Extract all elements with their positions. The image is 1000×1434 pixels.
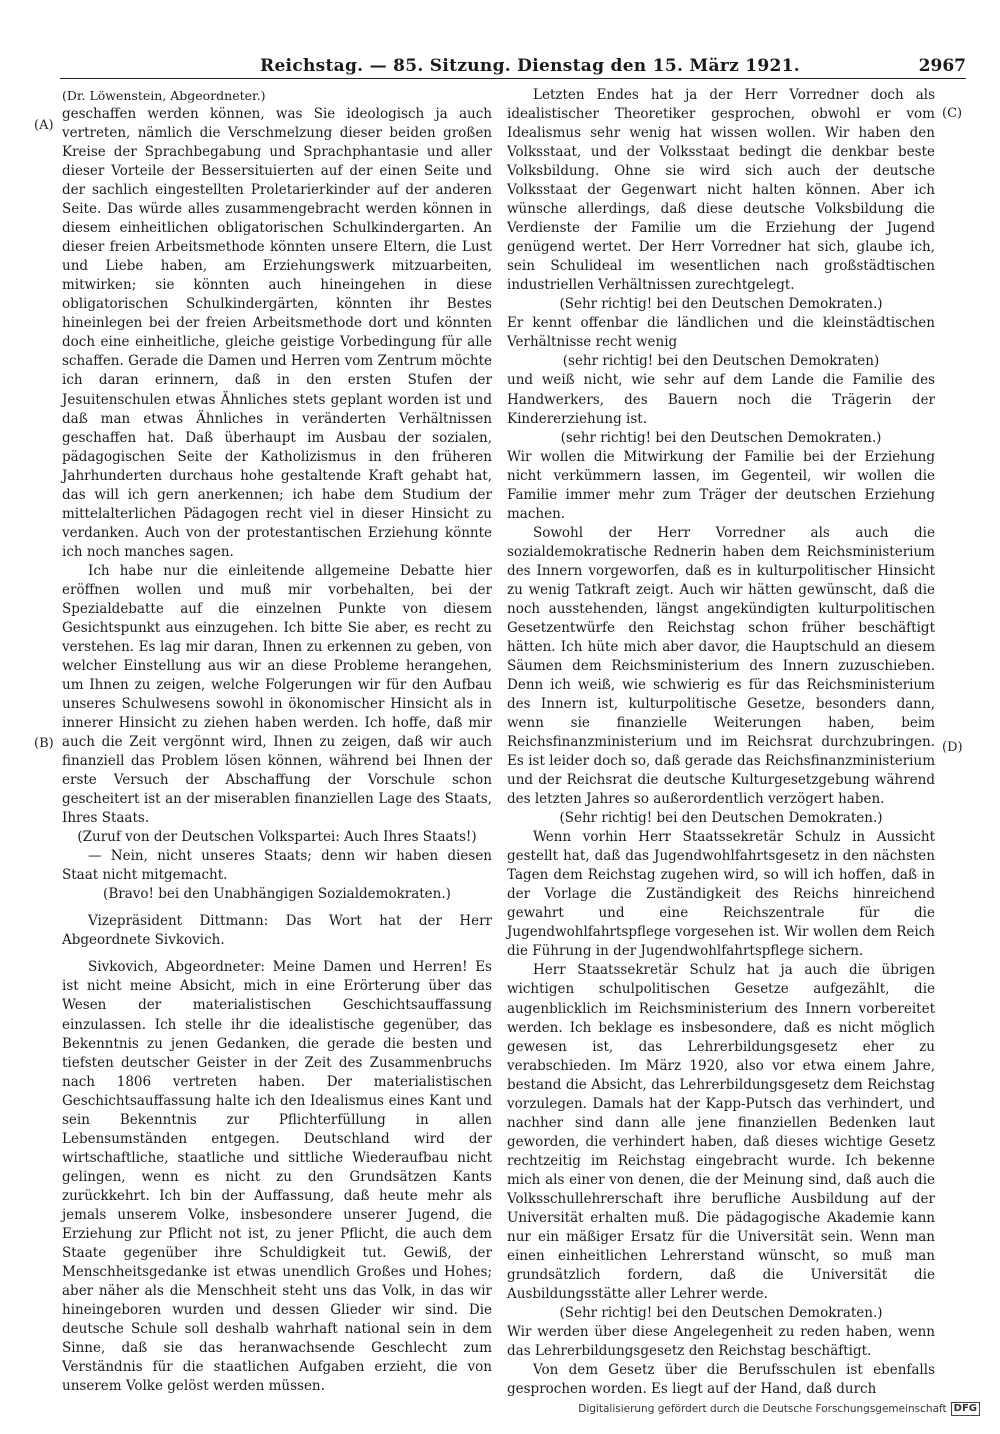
paragraph: und weiß nicht, wie sehr auf dem Lande die Familie des Handwerkers, des Bauern noch die Trägerin der Kindererziehung ist. bbox=[507, 372, 935, 427]
interjection: (Zuruf von der Deutschen Volkspartei: Auch Ihres Staats!) bbox=[77, 829, 477, 846]
paragraph: Von dem Gesetz über die Berufsschulen ist ebenfalls gesprochen worden. Es liegt auf der Hand, daß durch bbox=[507, 1362, 935, 1398]
interjection: (sehr richtig! bei den Deutschen Demokraten.) bbox=[560, 429, 882, 446]
interjection: (Sehr richtig! bei den Deutschen Demokraten.) bbox=[559, 1305, 883, 1321]
interjection: (Bravo! bei den Unabhängigen Sozialdemokraten.) bbox=[103, 886, 451, 903]
interjection: (Sehr richtig! bei den Deutschen Demokraten.) bbox=[559, 810, 883, 827]
paragraph: Wir werden über diese Angelegenheit zu reden haben, wenn das Lehrerbildungsgesetz den Reichstag beschäftigt. bbox=[507, 1324, 935, 1360]
margin-mark-d: (D) bbox=[942, 740, 963, 755]
page-number: 2967 bbox=[918, 56, 966, 76]
paragraph: — Nein, nicht unseres Staats; denn wir haben diesen Staat nicht mitgemacht. bbox=[62, 848, 492, 884]
margin-mark-a: (A) bbox=[34, 118, 54, 133]
chair-announcement: Vizepräsident Dittmann: Das Wort hat der Herr Abgeordnete Sivkovich. bbox=[62, 913, 492, 949]
paragraph: Letzten Endes hat ja der Herr Vorredner doch als idealistischer Theoretiker gesprochen, obwohl er vom Idealismus sehr wenig hat wissen wollen. Wir haben den Volksstaat, und der Volksstaat bedingt die denkbar beste Volksbildung. Ohne sie wird sich auch der deutsche Volksstaat der Gegenwart nicht halten können. Aber ich wünsche allerdings, daß diese deutsche Volksbildung die Verdienste der Familie um die Erziehung der Jugend genügend wertet. Der Herr Vorredner hat sich, glaube ich, sein Schulideal im wesentlichen nach großstädtischen industriellen Verhältnissen zurechtgelegt. bbox=[507, 87, 935, 294]
interjection: (Sehr richtig! bei den Deutschen Demokraten.) bbox=[559, 296, 883, 313]
paragraph: Herr Staatssekretär Schulz hat ja auch die übrigen wichtigen schulpolitischen Gesetze aufgezählt, die augenblicklich im Reichsministerium des Innern vorbereitet werden. Ich beklage es insbesondere, daß es nicht möglich gewesen ist, das Lehrerbildungsgesetz eher zu verabschieden. Im März 1920, also vor etwa einem Jahre, bestand die Absicht, das Lehrerbildungsgesetz dem Reichstag vorzulegen. Damals hat der Kapp-Putsch das verhindert, und nachher sind dann alle jene finanziellen Bedenken laut geworden, die verhindert haben, daß dieses wichtige Gesetz rechtzeitig im Reichstag eingebracht wurde. Ich bekenne mich als einer von denen, die der Meinung sind, daß auch die Volksschullehrerschaft ihre berufliche Ausbildung auf der Universität erhalten muß. Die pädagogische Akademie kann nur ein mäßiger Ersatz für die Universität sein. Wenn man einen einheitlichen Lehrerstand wünscht, so muß man grundsätzlich fordern, daß die Universität die Ausbildungsstätte aller Lehrer werde. bbox=[507, 962, 935, 1302]
margin-mark-b: (B) bbox=[34, 736, 54, 751]
credit-text: Digitalisierung gefördert durch die Deutsche Forschungsgemeinschaft bbox=[578, 1403, 947, 1415]
paragraph: geschaffen werden können, was Sie ideologisch ja auch vertreten, nämlich die Verschmelzung dieser beiden großen Kreise der Sprachbegabung und Sprachphantasie und aller dieser Vorteile der Bessersituierten auf der einen Seite und der sachlich eingestellten Proletarierkinder auf der anderen Seite. Das würde alles zusammengebracht werden können in diesem einheitlichen obligatorischen Schulkindergarten. An dieser freien Arbeitsmethode könnten unsere Eltern, die Lust und Liebe haben, am Erziehungswerk mitzuarbeiten, mitwirken; sie könnten auch hineingehen in diese obligatorischen Schulkindergärten, könnten ihr Bestes hineinlegen bei der freien Arbeitsmethode dort und könnten doch eine einheitliche, gleiche geistige Vorbedingung für alle schaffen. Gerade die Damen und Herren vom Zentrum möchte ich daran erinnern, daß in den ersten Stufen der Jesuitenschulen etwas Ähnliches stets geplant worden ist und daß man etwas Ähnliches in veränderten Verhältnissen geschaffen hat. Daß überhaupt im Ausbau der sozialen, pädagogischen Seite der Katholizismus in den früheren Jahrhunderten durchaus hohe gestaltende Kraft gehabt hat, das will ich gern anerkennen; ich habe dem Studium der mittelalterlichen Pädagogen recht viel in dieser Hinsicht zu verdanken. Auch von der protestantischen Erziehung könnte ich noch manches sagen. bbox=[62, 106, 492, 560]
speech-start: Sivkovich, Abgeordneter: Meine Damen und Herren! Es ist nicht meine Absicht, mich in eine Erörterung über das Wesen der materialistischen Geschichtsauffassung einzulassen. Ich stelle ihr die idealistische gegenüber, das Bekenntnis zu jenen Gedanken, die gerade die besten und tiefsten deutscher Geister in der Zeit des Zusammenbruchs nach 1806 vertreten haben. Der materialistischen Geschichtsauffassung halte ich den Idealismus eines Kant und sein Bekenntnis zur Pflichterfüllung in allen Lebensumständen entgegen. Deutschland wird der wirtschaftliche, staatliche und sittliche Wiederaufbau nicht gelingen, wenn es nicht zu den Grundsätzen Kants zurückkehrt. Ich bin der Auffassung, daß heute mehr als jemals unserem Volke, insbesondere unserer Jugend, die Erziehung zur Pflicht not ist, zu jener Pflicht, die auch dem Staate gegenüber ihre Schuldigkeit tut. Gewiß, der Menschheitsgedanke ist etwas unendlich Großes und Hohes; aber näher als die Menschheit steht uns das Volk, in das wir hineingeboren wurden und dessen Glieder wir sind. Die deutsche Schule soll deshalb wahrhaft national sein in dem Sinne, daß sie das heranwachsende Geschlecht zum Verständnis für die staatlichen Aufgaben erzieht, die von unserem Volke gelöst werden müssen. bbox=[62, 959, 492, 1395]
right-column bbox=[507, 86, 935, 1399]
margin-mark-c: (C) bbox=[942, 106, 963, 121]
running-title: Reichstag. — 85. Sitzung. Dienstag den 15. März 1921. bbox=[260, 56, 800, 76]
paragraph: Sowohl der Herr Vorredner als auch die sozialdemokratische Rednerin haben dem Reichsministerium des Innern vorgeworfen, daß es in kulturpolitischer Hinsicht zu wenig Tatkraft zeigt. Auch wir hätten gewünscht, daß die noch ausstehenden, längst angekündigten kulturpolitischen Gesetzentwürfe den Reichstag schon früher beschäftigt hätten. Ich hüte mich aber davor, die Hauptschuld an diesem Säumen dem Reichsministerium des Innern zuzuschieben. Denn ich weiß, wie schwierig es für das Reichsministerium des Innern ist, kulturpolitische Gesetze, besonders dann, wenn sie finanzielle Weiterungen haben, beim Reichsfinanzministerium und im Reichsrat durchzubringen. Es ist leider doch so, daß gerade das Reichsfinanzministerium und der Reichsrat die deutsche Kulturgesetzgebung während des letzten Jahres so außerordentlich verzögert haben. bbox=[507, 524, 935, 808]
speaker-continuation: (Dr. Löwenstein, Abgeordneter.) bbox=[62, 88, 266, 103]
dfg-logo-icon: DFG bbox=[951, 1402, 980, 1416]
interjection: (sehr richtig! bei den Deutschen Demokraten) bbox=[562, 353, 880, 370]
left-column bbox=[62, 86, 492, 1396]
digitization-credit bbox=[578, 1402, 980, 1416]
running-header bbox=[60, 56, 966, 79]
paragraph: Ich habe nur die einleitende allgemeine Debatte hier eröffnen wollen und muß mir vorbehalten, bei der Spezialdebatte auf die einzelnen Punkte von diesem Gesichtspunkt aus einzugehen. Ich bitte Sie aber, es recht zu verstehen. Es lag mir daran, Ihnen zu erkennen zu geben, von welcher Einstellung aus wir an diese Probleme herangehen, um Ihnen zu zeigen, welche Folgerungen wir für den Aufbau unseres Schulwesens sowohl in ökonomischer Hinsicht als in innerer Hinsicht zu ziehen haben werden. Ich hoffe, daß mir auch die Zeit vergönnt wird, Ihnen zu zeigen, daß wir auch finanziell das Problem lösen können, während bei Ihnen der erste Versuch der Abschaffung der Vorschule schon gescheitert ist an der miserablen finanziellen Lage des Staats, Ihres Staats. bbox=[62, 562, 492, 827]
paragraph: Wenn vorhin Herr Staatssekretär Schulz in Aussicht gestellt hat, daß das Jugendwohlfahrtsgesetz in den nächsten Tagen dem Reichstag zugehen wird, so will ich hoffen, daß in der Vorlage die Zuständigkeit des Reichs hinreichend gewahrt und eine Reichszentrale für die Jugendwohlfahrtspflege vorgesehen ist. Wir wollen dem Reich die Führung in der Jugendwohlfahrtspflege sichern. bbox=[507, 829, 935, 960]
paragraph: Wir wollen die Mitwirkung der Familie bei der Erziehung nicht verkümmern lassen, im Gegenteil, wir wollen die Familie immer mehr zum Träger der deutschen Erziehung machen. bbox=[507, 448, 935, 522]
paragraph: Er kennt offenbar die ländlichen und die kleinstädtischen Verhältnisse recht wenig bbox=[507, 315, 935, 351]
